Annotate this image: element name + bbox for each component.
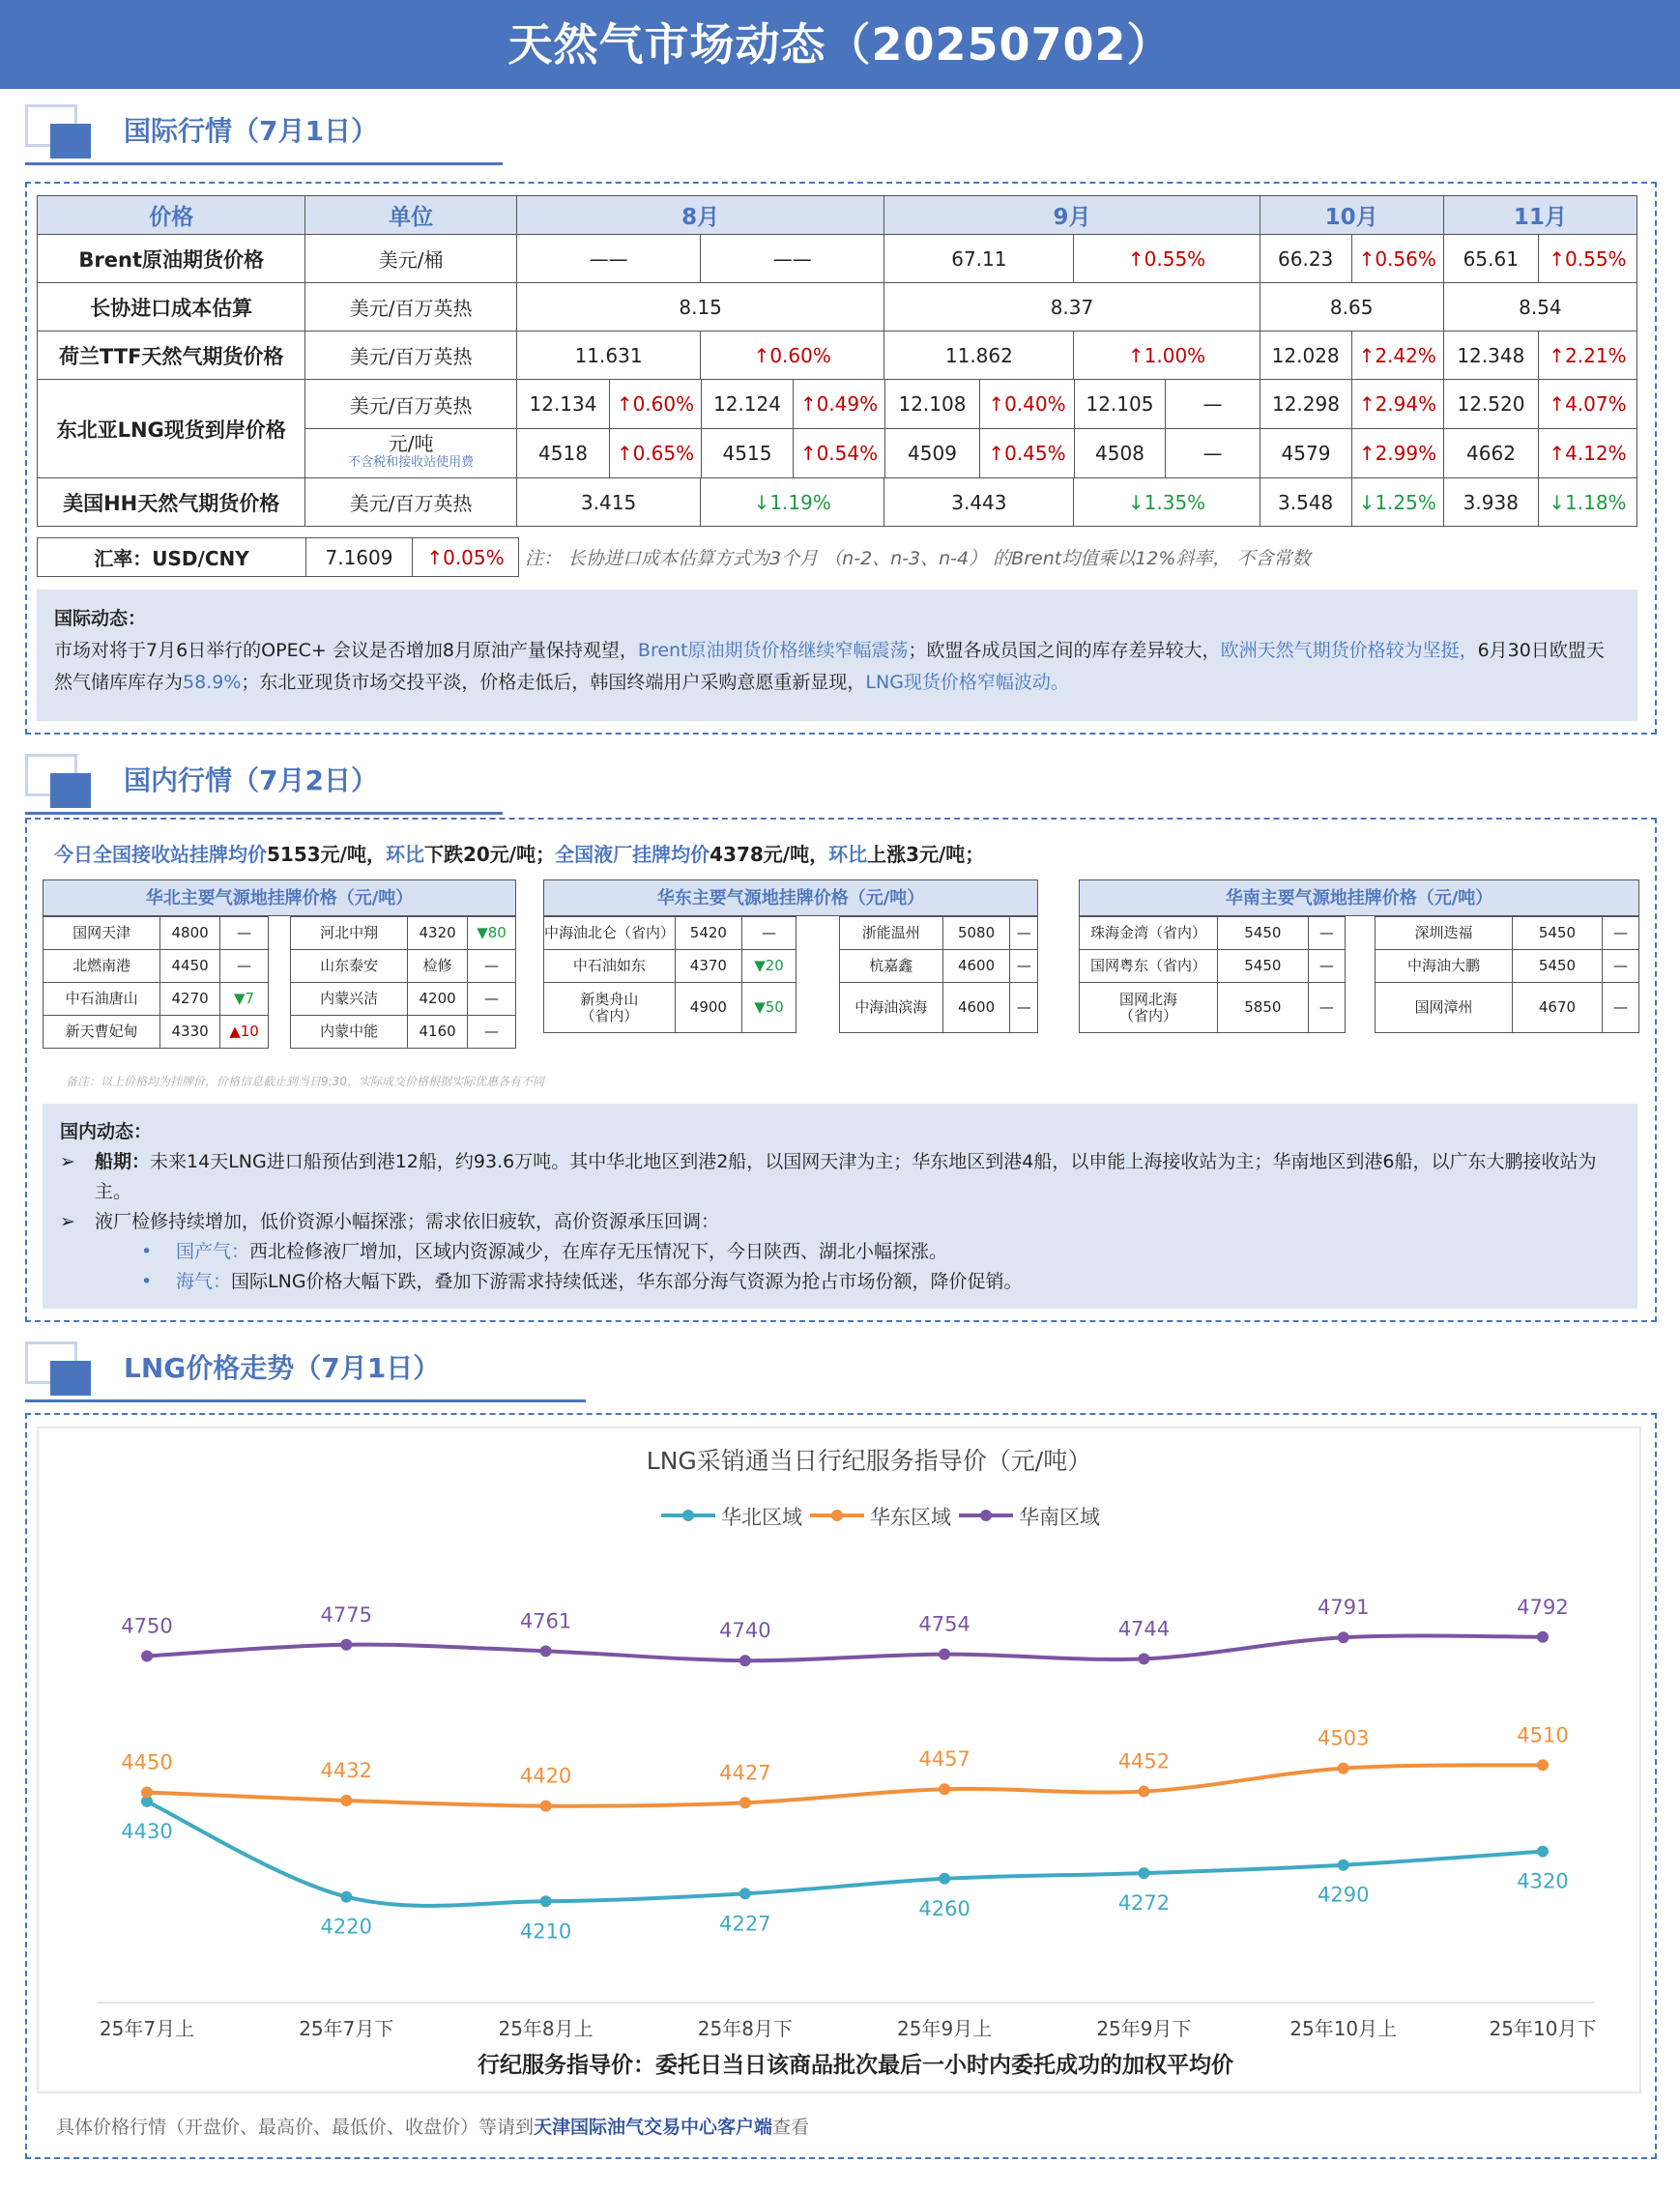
- station-name: 深圳迭福: [1376, 917, 1513, 950]
- row-unit: 美元/百万英热: [305, 283, 517, 332]
- sub-bullet-label: 国产气：: [176, 1241, 250, 1262]
- data-label: 4430: [121, 1819, 173, 1843]
- data-point: [340, 1639, 352, 1651]
- cell-value: 12.520: [1443, 380, 1538, 428]
- x-tick-label: 25年7月上: [99, 2017, 195, 2040]
- unit-text: 元/吨: [388, 432, 434, 455]
- cell-value: 67.11: [884, 235, 1074, 283]
- cell-value: 3.443: [884, 478, 1074, 527]
- cell-value: 8.37: [884, 283, 1260, 332]
- station-change: —: [1308, 983, 1345, 1033]
- dynamics-title: 国内动态：: [60, 1121, 153, 1142]
- cell-value: 4508: [1074, 429, 1165, 477]
- cell-value: 4515: [701, 429, 793, 477]
- cell-change: —: [1165, 429, 1260, 477]
- x-tick-label: 25年8月下: [697, 2017, 793, 2040]
- cell-change: ↑0.54%: [793, 429, 884, 477]
- station-name: 河北中翔: [291, 917, 408, 950]
- row-label: 美国HH天然气期货价格: [38, 478, 305, 527]
- cell-value: 3.548: [1260, 478, 1351, 527]
- station-change: —: [1010, 983, 1038, 1033]
- station-name: 内蒙中能: [291, 1016, 408, 1049]
- data-label: 4427: [719, 1761, 771, 1785]
- data-label: 4792: [1517, 1595, 1569, 1619]
- header-nov: 11月: [1443, 196, 1637, 235]
- legend-label: 华南区域: [1019, 1506, 1100, 1529]
- region-title: 华东主要气源地挂牌价格（元/吨）: [543, 879, 1038, 916]
- region-title: 华北主要气源地挂牌价格（元/吨）: [43, 879, 516, 916]
- cell-value: 4518: [538, 442, 588, 465]
- station-name: 新奥舟山 （省内）: [544, 983, 676, 1033]
- station-name: 新天曹妃甸: [43, 1016, 160, 1049]
- cell-value: 8.54: [1443, 283, 1637, 332]
- data-point: [540, 1801, 552, 1812]
- station-change: —: [1010, 950, 1038, 983]
- data-label: 4775: [320, 1602, 373, 1627]
- client-link[interactable]: 天津国际油气交易中心客户端: [534, 2117, 773, 2138]
- station-change: ▼20: [742, 950, 797, 983]
- cell-change: ↑0.60%: [701, 332, 884, 380]
- station-name: 山东泰安: [291, 950, 408, 983]
- cell-value: 4579: [1260, 429, 1351, 477]
- station-price: 4450: [160, 950, 220, 983]
- station-price: 4160: [408, 1016, 468, 1049]
- station-price: 4900: [675, 983, 741, 1033]
- data-point: [1537, 1846, 1549, 1858]
- x-tick-label: 25年10月下: [1489, 2017, 1597, 2040]
- station-name: 浙能温州: [840, 917, 943, 950]
- dot-bullet-icon: •: [141, 1271, 153, 1292]
- header-sep: 9月: [884, 196, 1260, 235]
- row-label: 荷兰TTF天然气期货价格: [38, 332, 305, 380]
- data-label: 4290: [1317, 1883, 1370, 1907]
- station-price: 5450: [1512, 950, 1602, 983]
- data-label: 4320: [1517, 1869, 1569, 1893]
- page-title: 天然气市场动态（20250702）: [0, 0, 1680, 89]
- station-price: 4800: [160, 917, 220, 950]
- data-point: [739, 1655, 751, 1666]
- data-point: [1338, 1631, 1349, 1643]
- summary-value: 上涨3元/吨；: [867, 843, 985, 866]
- cell-change: ↑0.40%: [979, 380, 1074, 428]
- cell-change: ↑0.49%: [793, 380, 884, 428]
- station-price: 4270: [160, 983, 220, 1016]
- station-name: 内蒙兴洁: [291, 983, 408, 1016]
- cell-value: 12.134: [529, 392, 597, 416]
- data-point: [939, 1649, 950, 1660]
- cell-value: ——: [516, 235, 700, 283]
- cell-value: 12.298: [1260, 380, 1351, 428]
- fx-change: ↑0.05%: [413, 538, 519, 577]
- cell-value: 12.028: [1260, 332, 1351, 380]
- cell-change: ↑1.00%: [1074, 332, 1260, 380]
- data-point: [540, 1895, 552, 1907]
- data-label: 4420: [519, 1764, 572, 1788]
- fx-label: 汇率：USD/CNY: [38, 538, 306, 577]
- x-tick-label: 25年10月上: [1289, 2017, 1398, 2040]
- station-change: —: [1603, 917, 1639, 950]
- fx-value: 7.1609: [306, 538, 413, 577]
- footer-text: 具体价格行情（开盘价、最高价、最低价、收盘价）等请到: [56, 2117, 535, 2138]
- section-title: 国际行情（7月1日）: [124, 115, 378, 147]
- cell-value: 4662: [1443, 429, 1538, 477]
- station-change: —: [1603, 950, 1639, 983]
- station-change: —: [220, 917, 269, 950]
- data-label: 4210: [519, 1919, 572, 1944]
- sub-bullet-body: 西北检修液厂增加，区域内资源减少，在库存无压情况下，今日陕西、湖北小幅探涨。: [249, 1241, 948, 1262]
- station-name: 杭嘉鑫: [840, 950, 943, 983]
- highlight-span: 58.9%: [183, 672, 242, 693]
- cell-value: 12.108: [884, 380, 979, 428]
- row-label: 东北亚LNG现货到岸价格: [38, 380, 305, 478]
- data-point: [1537, 1631, 1549, 1643]
- data-point: [540, 1645, 552, 1657]
- summary-value: 5153元/吨，: [267, 843, 386, 866]
- text-span: ；欧盟各成员国之间的库存差异较大，: [908, 640, 1221, 661]
- station-price: 4670: [1512, 983, 1602, 1033]
- arrow-bullet-icon: ➢: [60, 1211, 75, 1232]
- summary-value: 下跌20元/吨；: [423, 843, 556, 866]
- footer-text: 查看: [772, 2117, 810, 2138]
- data-label: 4761: [519, 1609, 572, 1633]
- data-point: [1138, 1786, 1149, 1798]
- row-unit: 美元/百万英热: [305, 380, 517, 429]
- unit-note: 不含税和接收站使用费: [348, 455, 475, 470]
- cell-change: ↑2.99%: [1351, 429, 1443, 477]
- cell-change: ↑2.94%: [1351, 380, 1443, 428]
- row-unit: 美元/百万英热: [305, 478, 517, 527]
- cell-change: ↑0.60%: [609, 380, 701, 428]
- station-change: —: [468, 1016, 516, 1049]
- station-change: —: [1010, 917, 1038, 950]
- x-tick-label: 25年9月上: [897, 2017, 993, 2040]
- dynamics-title: 国际动态：: [54, 608, 147, 629]
- footer-note: [56, 2113, 809, 2139]
- station-price: 4200: [408, 983, 468, 1016]
- station-name: 中石油唐山: [43, 983, 160, 1016]
- series-line: [147, 1635, 1543, 1660]
- sub-bullet-label: 海气：: [176, 1271, 232, 1292]
- station-name: 中石油如东: [544, 950, 676, 983]
- station-name: 国网漳州: [1376, 983, 1513, 1033]
- station-price: 检修: [408, 950, 468, 983]
- row-unit: 美元/桶: [305, 235, 517, 283]
- summary-value: 4378元/吨，: [710, 843, 829, 866]
- cell-change: ↓1.35%: [1074, 478, 1260, 527]
- data-label: 4450: [121, 1750, 173, 1774]
- station-change: ▼80: [468, 917, 516, 950]
- cell-value: 4509: [884, 429, 979, 477]
- data-point: [1537, 1759, 1549, 1771]
- text-span: ；东北亚现货市场交投平淡，价格走低后，韩国终端用户采购意愿重新显现，: [241, 672, 866, 693]
- station-price: 5450: [1218, 917, 1309, 950]
- station-price: 5450: [1512, 917, 1602, 950]
- station-price: 5080: [942, 917, 1010, 950]
- data-point: [1338, 1859, 1349, 1871]
- cell-change: ↑4.07%: [1538, 380, 1637, 428]
- cell-change: ——: [701, 235, 884, 283]
- station-change: ▼50: [742, 983, 797, 1033]
- cell-value: 3.415: [516, 478, 700, 527]
- chart-xlabel: 行纪服务指导价：委托日当日该商品批次最后一小时内委托成功的加权平均价: [478, 2053, 1233, 2078]
- cell-value: 12.124: [701, 380, 793, 428]
- cell-change: ↑0.56%: [1351, 235, 1443, 283]
- legend-marker: [831, 1510, 843, 1521]
- station-name: 中海油滨海: [840, 983, 943, 1033]
- text-span: 市场对将于7月6日举行的OPEC+ 会议是否增加8月原油产量保持观望，: [54, 640, 638, 661]
- data-point: [141, 1787, 153, 1799]
- station-change: —: [1603, 983, 1639, 1033]
- station-change: —: [468, 983, 516, 1016]
- data-point: [1138, 1653, 1149, 1664]
- summary-label: 今日全国接收站挂牌均价: [54, 843, 267, 866]
- x-tick-label: 25年9月下: [1096, 2017, 1192, 2040]
- cell-change: ↑0.55%: [1538, 235, 1637, 283]
- station-name: 国网天津: [43, 917, 160, 950]
- cell-change: ↓1.18%: [1538, 478, 1637, 527]
- price-remark: 备注：以上价格均为挂牌价，价格信息截止到当日9:30，实际成交价格根据实际优惠各有不同: [66, 1075, 544, 1088]
- cell-change: ↑0.45%: [979, 429, 1074, 477]
- station-price: 4600: [942, 983, 1010, 1033]
- section-title: 国内行情（7月2日）: [124, 764, 378, 796]
- station-change: ▲10: [220, 1016, 269, 1049]
- cell-change: —: [1165, 380, 1260, 428]
- cell-value: 12.348: [1443, 332, 1538, 380]
- header-oct: 10月: [1260, 196, 1443, 235]
- data-label: 4744: [1117, 1617, 1171, 1641]
- text-span: 6月30日欧盟天然气储库库存为: [54, 640, 1605, 693]
- station-change: —: [742, 917, 797, 950]
- arrow-bullet-icon: ➢: [60, 1151, 75, 1172]
- cell-value: 65.61: [1443, 235, 1538, 283]
- highlight-span: Brent原油期货价格继续窄幅震荡: [637, 640, 909, 661]
- station-price: 5450: [1218, 950, 1309, 983]
- data-point: [1138, 1867, 1149, 1879]
- cell-value: 11.631: [516, 332, 700, 380]
- region-title: 华南主要气源地挂牌价格（元/吨）: [1079, 879, 1639, 916]
- cell-change: ↑0.65%: [609, 429, 701, 477]
- data-label: 4272: [1117, 1891, 1171, 1916]
- cell-value: 66.23: [1260, 235, 1351, 283]
- station-change: —: [1308, 950, 1345, 983]
- data-label: 4750: [121, 1614, 173, 1638]
- station-name: 中海油北仑（省内）: [544, 917, 676, 950]
- station-name: 北燃南港: [43, 950, 160, 983]
- bullet-label: 船期：: [95, 1151, 151, 1172]
- data-label: 4260: [918, 1896, 970, 1920]
- cell-change: ↑2.21%: [1538, 332, 1637, 380]
- station-price: 4370: [675, 950, 741, 983]
- row-unit: 美元/百万英热: [305, 332, 517, 380]
- data-label: 4220: [320, 1915, 373, 1939]
- cell-value: 8.15: [516, 283, 883, 332]
- row-label: 长协进口成本估算: [38, 283, 305, 332]
- cell-change: ↓1.25%: [1351, 478, 1443, 527]
- cell-change: ↓1.19%: [701, 478, 884, 527]
- legend-label: 华北区域: [721, 1506, 802, 1529]
- header-aug: 8月: [516, 196, 883, 235]
- chart-title: LNG采销通当日行纪服务指导价（元/吨）: [646, 1447, 1092, 1475]
- data-label: 4510: [1517, 1723, 1569, 1747]
- station-name: 珠海金湾（省内）: [1080, 917, 1218, 950]
- data-label: 4227: [719, 1912, 771, 1936]
- sub-bullet-body: 国际LNG价格大幅下跌，叠加下游需求持续低迷，华东部分海气资源为抢占市场份额，降价促销。: [231, 1271, 1023, 1292]
- station-price: 4330: [160, 1016, 220, 1049]
- summary-label: 全国液厂挂牌均价: [555, 843, 710, 866]
- cell-change: ↑2.42%: [1351, 332, 1443, 380]
- header-unit: 单位: [305, 196, 517, 235]
- station-name: 中海油大鹏: [1376, 950, 1513, 983]
- cell-change: ↑0.55%: [1074, 235, 1260, 283]
- cell-value: 3.938: [1443, 478, 1538, 527]
- data-label: 4503: [1317, 1726, 1370, 1750]
- data-point: [141, 1651, 153, 1662]
- legend-marker: [980, 1510, 992, 1521]
- dot-bullet-icon: •: [141, 1241, 153, 1262]
- data-point: [939, 1873, 950, 1885]
- station-price: 4320: [408, 917, 468, 950]
- station-price: 5850: [1218, 983, 1309, 1033]
- station-price: 4600: [942, 950, 1010, 983]
- station-change: —: [468, 950, 516, 983]
- legend-label: 华东区域: [870, 1506, 951, 1529]
- cell-value: 8.65: [1260, 283, 1443, 332]
- station-change: —: [220, 950, 269, 983]
- section-title: LNG价格走势（7月1日）: [124, 1352, 441, 1384]
- data-label: 4457: [918, 1747, 970, 1772]
- station-price: 5420: [675, 917, 741, 950]
- station-name: 国网粤东（省内）: [1080, 950, 1218, 983]
- data-point: [340, 1795, 352, 1806]
- highlight-span: LNG现货价格窄幅波动。: [865, 672, 1069, 693]
- header-price: 价格: [38, 196, 305, 235]
- legend-marker: [682, 1510, 694, 1521]
- cell-value: 11.862: [884, 332, 1074, 380]
- data-point: [739, 1888, 751, 1899]
- x-tick-label: 25年7月下: [299, 2017, 394, 2040]
- row-label: Brent原油期货价格: [38, 235, 305, 283]
- data-label: 4740: [719, 1619, 771, 1643]
- cell-change: ↑4.12%: [1538, 429, 1637, 477]
- station-change: ▼7: [220, 983, 269, 1016]
- data-point: [739, 1797, 751, 1808]
- data-label: 4432: [320, 1758, 373, 1782]
- data-point: [1338, 1763, 1349, 1774]
- cell-value: 12.105: [1074, 380, 1165, 428]
- data-label: 4754: [918, 1612, 970, 1636]
- summary-label: 环比: [828, 843, 868, 866]
- summary-label: 环比: [385, 843, 424, 866]
- station-name: 国网北海 （省内）: [1080, 983, 1218, 1033]
- data-label: 4452: [1117, 1749, 1171, 1773]
- bullet-body: 未来14天LNG进口船预估到港12船，约93.6万吨。其中华北地区到港2船，以国网天津为主；华东地区到港4船，以申能上海接收站为主；华南地区到港6船，以广东大鹏接收站为主。: [95, 1151, 1597, 1202]
- data-point: [340, 1891, 352, 1903]
- data-label: 4791: [1317, 1596, 1370, 1620]
- x-tick-label: 25年8月上: [498, 2017, 594, 2040]
- data-point: [939, 1783, 950, 1795]
- bullet-text: 液厂检修持续增加，低价资源小幅探涨；需求依旧疲软，高价资源承压回调：: [95, 1211, 720, 1232]
- table-note: 注： 长协进口成本估算方式为3个月 （n-2、n-3、n-4） 的Brent均值乘以12%斜率， 不含常数: [525, 548, 1311, 569]
- station-change: —: [1308, 917, 1345, 950]
- highlight-span: 欧洲天然气期货价格较为坚挺，: [1220, 640, 1478, 661]
